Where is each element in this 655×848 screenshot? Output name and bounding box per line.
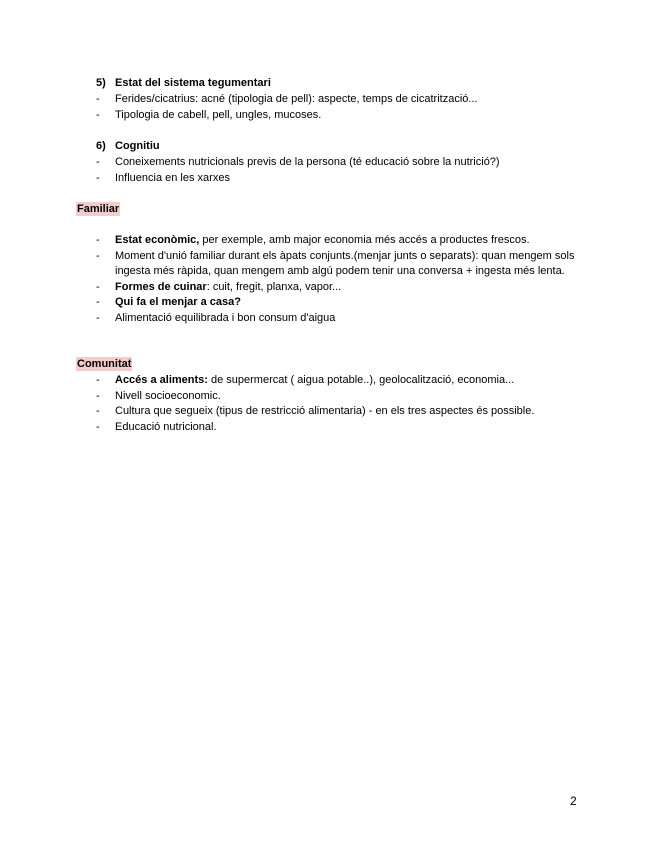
list-item [96, 404, 576, 420]
bullet-dash: - [96, 405, 100, 417]
bullet-dash: - [96, 311, 100, 324]
list-item [96, 295, 576, 311]
bullet-dash: - [96, 93, 100, 105]
section-5-title: Estat del sistema tegumentari [115, 77, 271, 89]
familiar-list [96, 233, 576, 326]
page-number: 2 [570, 794, 577, 808]
comunitat-list [96, 373, 576, 435]
list-item-text: Tipologia de cabell, pell, ungles, mucoses. [115, 108, 322, 121]
bullet-dash: - [96, 249, 100, 262]
bullet-dash: - [96, 108, 100, 121]
list-item-text: Nivell socioeconomic. [115, 389, 221, 402]
list-item [96, 389, 576, 405]
list-item-text: per exemple, amb major economia més accés a productes frescos. [199, 234, 530, 246]
bullet-dash: - [96, 296, 100, 308]
bullet-dash: - [96, 280, 100, 293]
bullet-dash: - [96, 171, 100, 184]
list-item [96, 155, 576, 171]
list-item [96, 420, 576, 436]
bullet-dash: - [96, 389, 100, 402]
list-item-text: Educació nutricional. [115, 420, 217, 433]
comunitat-heading: Comunitat [77, 358, 132, 370]
list-item-text: Ferides/cicatrius: acné (tipologia de pell): aspecte, temps de cicatrització... [115, 93, 478, 105]
list-item [96, 249, 576, 280]
list-item [96, 373, 576, 389]
list-item [96, 171, 576, 187]
bullet-dash: - [96, 374, 100, 386]
list-item-text: : cuit, fregit, planxa, vapor... [206, 280, 342, 293]
list-item-text: Moment d'unió familiar durant els àpats conjunts.(menjar junts o separats): quan mengem sols ingesta més ràpida, quan mengem amb algú podem tenir una conversa + ingesta més lenta. [115, 249, 575, 277]
list-item-text: Cultura que segueix (tipus de restricció alimentaria) - en els tres aspectes és possible. [115, 405, 535, 417]
list-item [96, 311, 576, 327]
list-item [96, 108, 576, 124]
section-6-list [96, 155, 576, 186]
list-item-bold-text: Qui fa el menjar a casa? [115, 296, 241, 308]
list-item-bold-text: Formes de cuinar [115, 280, 207, 293]
bullet-dash: - [96, 156, 100, 168]
list-item [96, 280, 576, 296]
list-item-bold-text: Estat econòmic, [115, 234, 200, 246]
section-5-list [96, 92, 576, 123]
list-item-bold-text: Accés a aliments: [115, 374, 208, 386]
section-6-heading [96, 139, 160, 154]
list-item [96, 92, 576, 108]
section-6-title: Cognitiu [115, 140, 160, 152]
list-item-text: de supermercat ( aigua potable..), geolocalització, economia... [207, 374, 515, 386]
list-item [96, 233, 576, 249]
list-item-text: Alimentació equilibrada i bon consum d'aigua [115, 311, 336, 324]
section-5-number: 5) [96, 77, 106, 89]
list-item-text: Coneixements nutricionals previs de la persona (té educació sobre la nutrició?) [115, 156, 500, 168]
bullet-dash: - [96, 420, 100, 433]
section-5-heading [96, 76, 271, 91]
section-6-number: 6) [96, 140, 106, 152]
bullet-dash: - [96, 234, 100, 246]
list-item-text: Influencia en les xarxes [115, 171, 230, 184]
familiar-heading: Familiar [77, 203, 120, 215]
